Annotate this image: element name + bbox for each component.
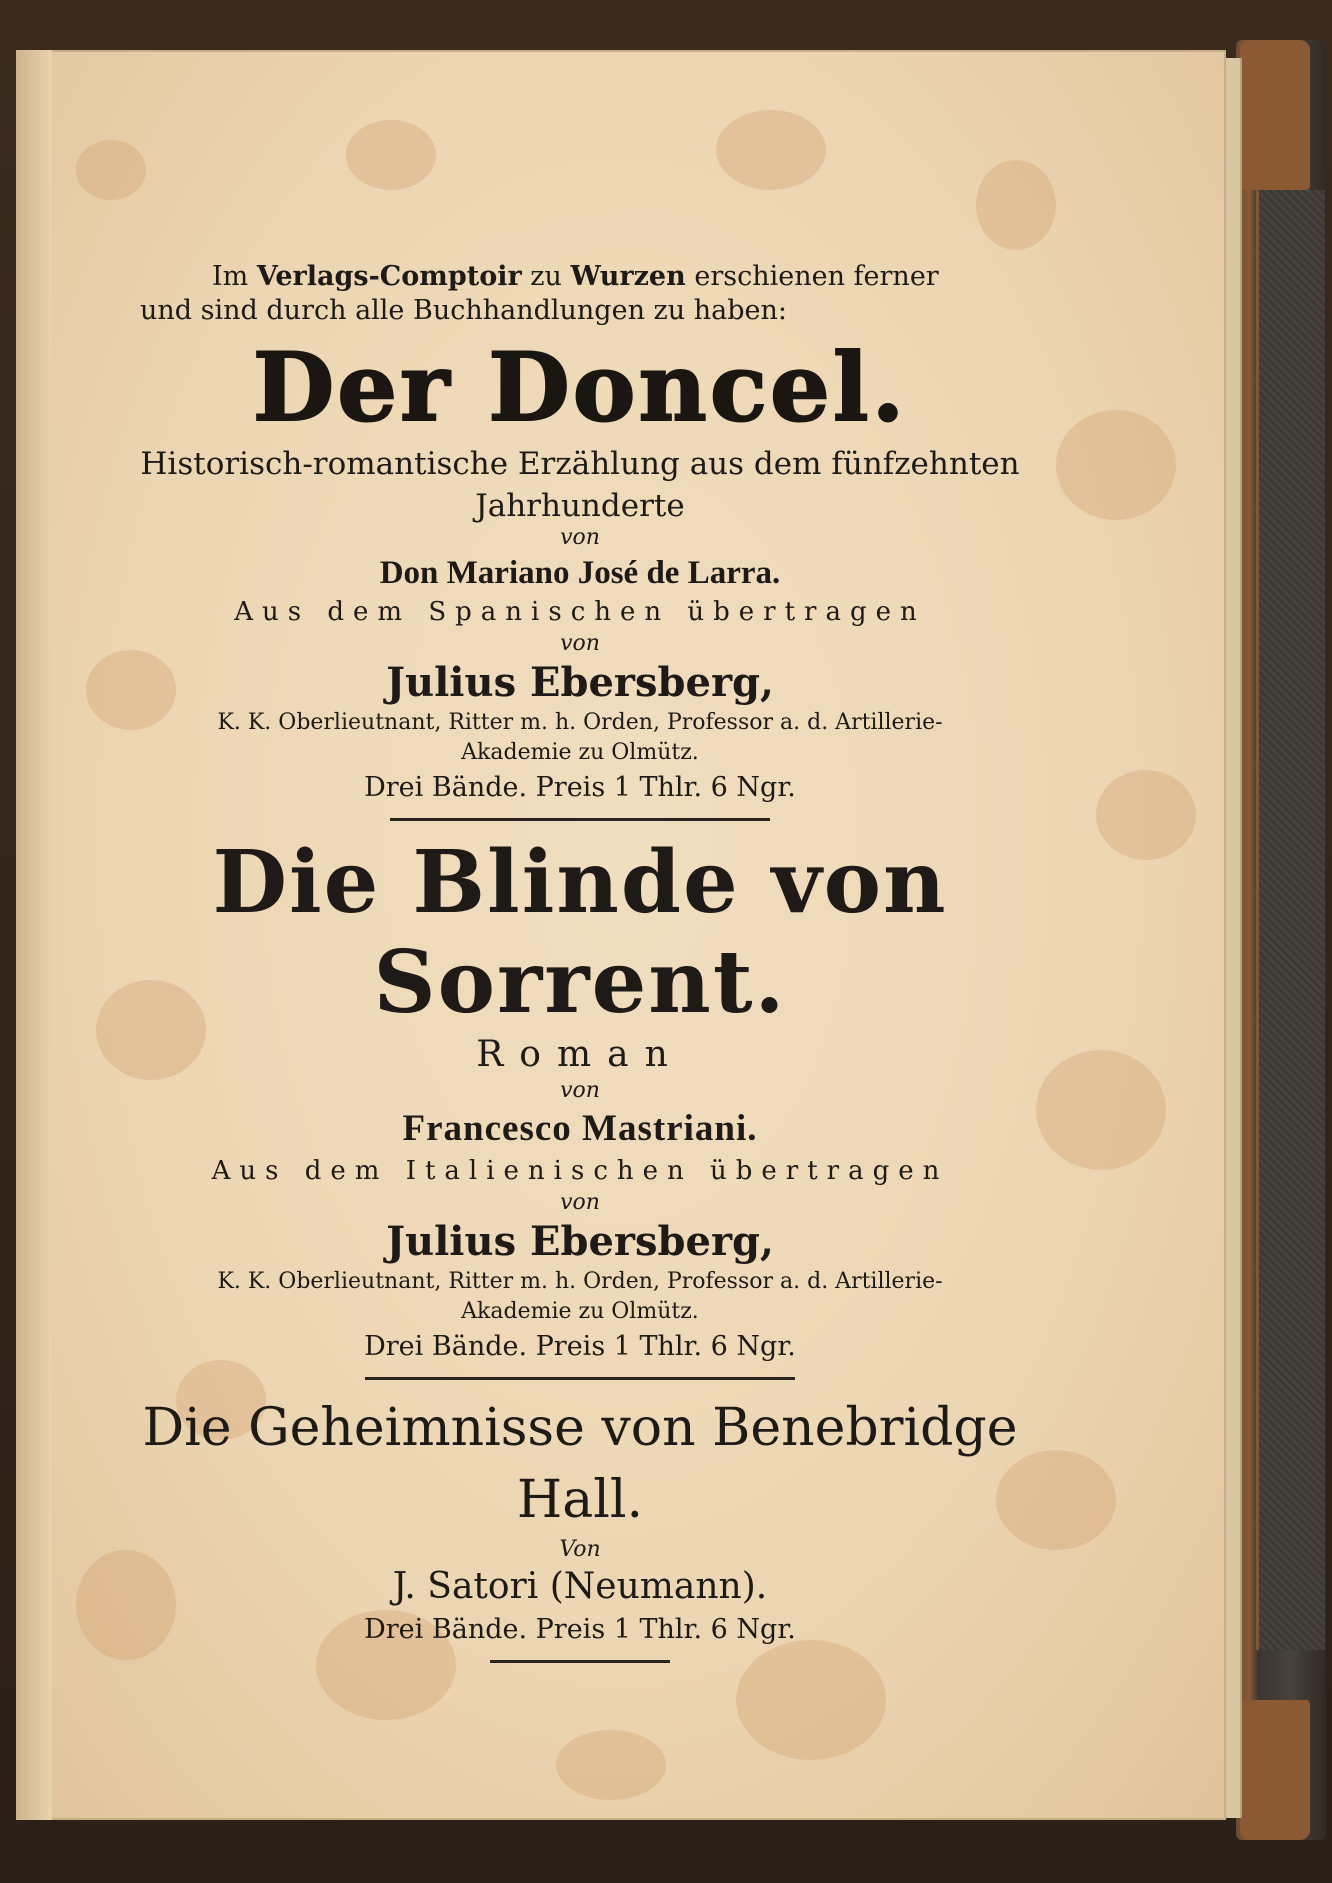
book-1-subtitle-line-2: Jahrhunderte bbox=[475, 488, 685, 524]
leather-corner-bottom bbox=[1240, 1700, 1310, 1840]
book-3-author: J. Satori (Neumann). bbox=[392, 1566, 768, 1607]
publisher-intro bbox=[140, 260, 1020, 328]
intro-suffix: erschienen ferner bbox=[694, 261, 939, 292]
book-cover-board bbox=[1236, 40, 1326, 1840]
book-2-translator-rank-1: K. K. Oberlieutnant, Ritter m. h. Orden, Professor a. d. Artillerie- bbox=[217, 1269, 943, 1294]
book-1-translator-rank-2: Akademie zu Olmütz. bbox=[461, 740, 699, 765]
book-1-translated-note: Aus dem Spanischen übertragen bbox=[234, 597, 926, 627]
book-2-von-author: von bbox=[560, 1078, 600, 1103]
book-2-price: Drei Bände. Preis 1 Thlr. 6 Ngr. bbox=[364, 1331, 796, 1362]
book-1-translator-rank-1: K. K. Oberlieutnant, Ritter m. h. Orden, Professor a. d. Artillerie- bbox=[217, 710, 943, 735]
divider-2 bbox=[365, 1377, 795, 1380]
book-1-entry bbox=[140, 333, 1020, 808]
publisher-name: Verlags-Comptoir bbox=[256, 261, 522, 292]
book-3-von-author: Von bbox=[559, 1537, 601, 1562]
publisher-city: Wurzen bbox=[570, 261, 686, 292]
divider-3 bbox=[490, 1660, 670, 1663]
book-2-translator: Julius Ebersberg, bbox=[386, 1218, 774, 1265]
intro-line-1 bbox=[140, 260, 1020, 294]
book-3-price: Drei Bände. Preis 1 Thlr. 6 Ngr. bbox=[364, 1614, 796, 1645]
book-1-price: Drei Bände. Preis 1 Thlr. 6 Ngr. bbox=[364, 772, 796, 803]
book-2-entry bbox=[140, 833, 1020, 1367]
book-2-von-translator: von bbox=[560, 1190, 600, 1215]
intro-prefix: Im bbox=[212, 261, 249, 292]
intro-mid: zu bbox=[530, 261, 562, 292]
book-1-subtitle-line-1: Historisch-romantische Erzählung aus dem fünfzehnten bbox=[140, 446, 1020, 482]
book-1-title: Der Doncel. bbox=[252, 333, 908, 443]
book-2-translator-rank-2: Akademie zu Olmütz. bbox=[461, 1299, 699, 1324]
advertisement-text bbox=[140, 260, 1020, 1675]
book-2-title: Die Blinde von Sorrent. bbox=[212, 832, 948, 1033]
book-1-translator: Julius Ebersberg, bbox=[386, 659, 774, 706]
book-2-author: Francesco Mastriani. bbox=[402, 1108, 758, 1149]
book-1-author: Don Mariano José de Larra. bbox=[379, 555, 781, 591]
book-2-genre: Roman bbox=[476, 1034, 684, 1075]
book-3-entry bbox=[140, 1392, 1020, 1650]
book-2-translated-note: Aus dem Italienischen übertragen bbox=[211, 1156, 949, 1186]
leather-corner-top bbox=[1240, 40, 1310, 190]
divider-1 bbox=[390, 818, 770, 821]
book-1-von-author: von bbox=[560, 525, 600, 550]
book-3-title: Die Geheimnisse von Benebridge Hall. bbox=[142, 1398, 1018, 1530]
book-1-von-translator: von bbox=[560, 631, 600, 656]
intro-line-2: und sind durch alle Buchhandlungen zu haben: bbox=[140, 295, 787, 326]
